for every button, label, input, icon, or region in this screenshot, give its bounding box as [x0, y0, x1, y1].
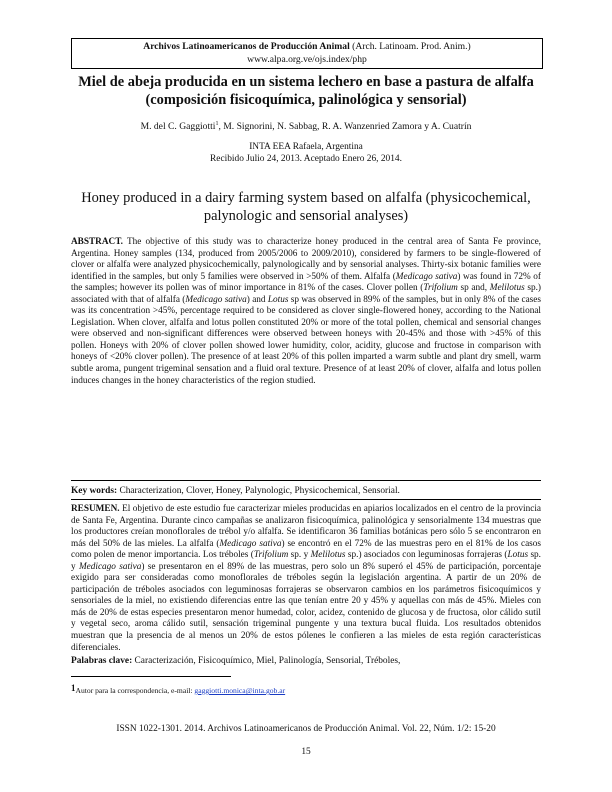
keywords-label: Key words: [71, 486, 118, 496]
palabras-clave [71, 655, 541, 667]
resumen [71, 504, 541, 654]
resumen-text: sp. y [288, 550, 311, 561]
affiliation: INTA EEA Rafaela, Argentina [249, 142, 363, 152]
abstract-italic: Melilotus [489, 283, 525, 294]
footnote-text: Autor para la correspondencia, e-mail: [75, 686, 195, 695]
journal-title-line [72, 40, 542, 53]
resumen-italic: Melilotus [310, 550, 346, 561]
keywords-text: Characterization, Clover, Honey, Palynologic, Physicochemical, Sensorial. [117, 486, 400, 496]
affiliation-block [70, 141, 542, 165]
journal-name: Archivos Latinoamericanos de Producción Animal [143, 41, 350, 52]
footnote-mark: 1 [71, 683, 76, 693]
footnote [71, 683, 285, 696]
title-english: Honey produced in a dairy farming system based on alfalfa (physicochemical, palynologic and sensorial analyses) [81, 190, 531, 224]
abstract-label: ABSTRACT. [71, 237, 123, 247]
email-link[interactable]: gaggiotti.monica@inta.gob.ar [194, 686, 286, 695]
abstract-text: ) and [246, 294, 268, 305]
journal-abbrev: (Arch. Latinoam. Prod. Anim.) [349, 41, 471, 52]
palabras-clave-label: Palabras clave: [71, 656, 133, 666]
page-number: 15 [301, 747, 311, 757]
divider-abstract [71, 480, 541, 481]
title-spanish: Miel de abeja producida en un sistema lechero en base a pastura de alfalfa (composición fisicoquímica, palinológica y sensorial) [78, 74, 534, 108]
abstract-text: ) was found in 72% of the samples; however its pollen was of minor importance in 81% of the cases. Clover pollen ( [71, 271, 541, 294]
resumen-text: sp. y [71, 550, 541, 572]
abstract-text: sp and, [457, 283, 490, 294]
first-author: M. del C. Gaggiotti [140, 121, 216, 133]
resumen-italic: Medicago sativa [78, 561, 142, 572]
abstract [71, 237, 541, 387]
abstract-italic: Medicago sativa [185, 294, 247, 305]
abstract-text: sp was observed in 89% of the samples, but in only 8% of the cases was its concentration >45%, percentage required to be considered as clover single-flowered honey, according to the National Legislation. When clover, alfalfa and lotus pollen constituted 20% or more of the total pollen, chemical and sensorial changes were observed and non-significant differences were observed between honeys with 20-45% and those with >45% of this pollen. Honeys with 20% of clover pollen showed lower humidity, color, acidity, glucose and fructose in comparison with honeys of <20% clover pollen). The presence of at least 20% of this pollen imparted a warm subtle and plant dry smell, warm subtle aroma, pungent trigeminal sensation and a fluid oral texture. Presence of at least 20% of clover, alfalfa and lotus pollen induces changes in the honey characteristics of the region studied. [71, 294, 541, 386]
resumen-text: ) se encontró en el 72% de las muestras pero en el 81% de los casos como polen de menor importancia. Los tréboles ( [71, 538, 541, 561]
divider-keywords [71, 499, 541, 500]
resumen-italic: Medicago sativa [219, 538, 282, 549]
other-authors: , M. Signorini, N. Sabbag, R. A. Wanzenried Zamora y A. Cuatrín [218, 121, 472, 133]
footnote-rule [71, 676, 231, 677]
author-footnote-mark: 1 [215, 121, 219, 127]
resumen-text: El objetivo de este estudio fue caracterizar mieles producidas en apiarios localizados en el centro de la provincia de Santa Fe, Argentina. Durante cinco campañas se analizaron fisicoquímica, palinológica y sensorialmente 134 muestras que los productores creían monoflorales de trébol y/o alfalfa. Se identificaron 36 familias botánicas pero sólo 5 se encontraron en más del 50% de las mieles. La alfalfa ( [71, 504, 541, 549]
abstract-text: The objective of this study was to characterize honey produced in the central area of Santa Fe province, Argentina. Honey samples (134, produced from 2005/2006 to 2009/2010), considered by farmers to be single-flowered of clover or alfalfa were analyzed physicochemically, palynologically and by sensorial analyses. Thirty-six botanic families were identified in the samples, but only 5 families were observed in >50% of them. Alfalfa ( [71, 237, 541, 282]
abstract-italic: Trifolium [423, 283, 458, 294]
palabras-clave-text: Caracterización, Fisicoquímico, Miel, Palinología, Sensorial, Tréboles, [132, 656, 401, 666]
journal-header-box [71, 38, 543, 69]
abstract-text: sp.) associated with that of alfalfa ( [71, 283, 541, 305]
resumen-italic: Trifolium [253, 550, 289, 561]
resumen-text: ) se presentaron en el 89% de las muestras, pero solo un 8% superó el 45% de participación, porcentaje exigido para ser consideradas como monoflorales de tréboles según la legislación argentina. A partir de un 20% de participación de tréboles asociados con leguminosas forrajeras se observaron cambios en los parámetros fisicoquímicos y sensoriales de la miel, no existiendo diferencias entre las que tenían entre 20 y 45% y aquellas con más de 45%. Mieles con más de 20% de estas especies presentaron menor humedad, color, acidez, contenido de glucosa y de fructosa, olor cálido sutil y vegetal seco, aroma cálido sutil, sensación trigeminal pungente y una textura bucal fluida. Los resultados obtenidos muestran que la presencia de al menos un 20% de estos pólenes le confieren a las mieles de esta región características diferenciales. [71, 561, 541, 653]
author-list [70, 118, 542, 133]
resumen-label: RESUMEN. [71, 504, 120, 514]
resumen-italic: Lotus [507, 550, 529, 561]
resumen-text: sp.) asociados con leguminosas forrajeras ( [345, 550, 508, 561]
abstract-italic: Lotus [267, 294, 289, 305]
received-dates: Recibido Julio 24, 2013. Aceptado Enero 26, 2014. [210, 154, 402, 164]
issn-footer: ISSN 1022-1301. 2014. Archivos Latinoamericanos de Producción Animal. Vol. 22, Núm. 1/2: 15-20 [116, 724, 496, 734]
journal-url: www.alpa.org.ve/ojs.index/php [247, 54, 367, 65]
keywords [71, 485, 541, 497]
abstract-italic: Medicago sativa [395, 271, 458, 282]
